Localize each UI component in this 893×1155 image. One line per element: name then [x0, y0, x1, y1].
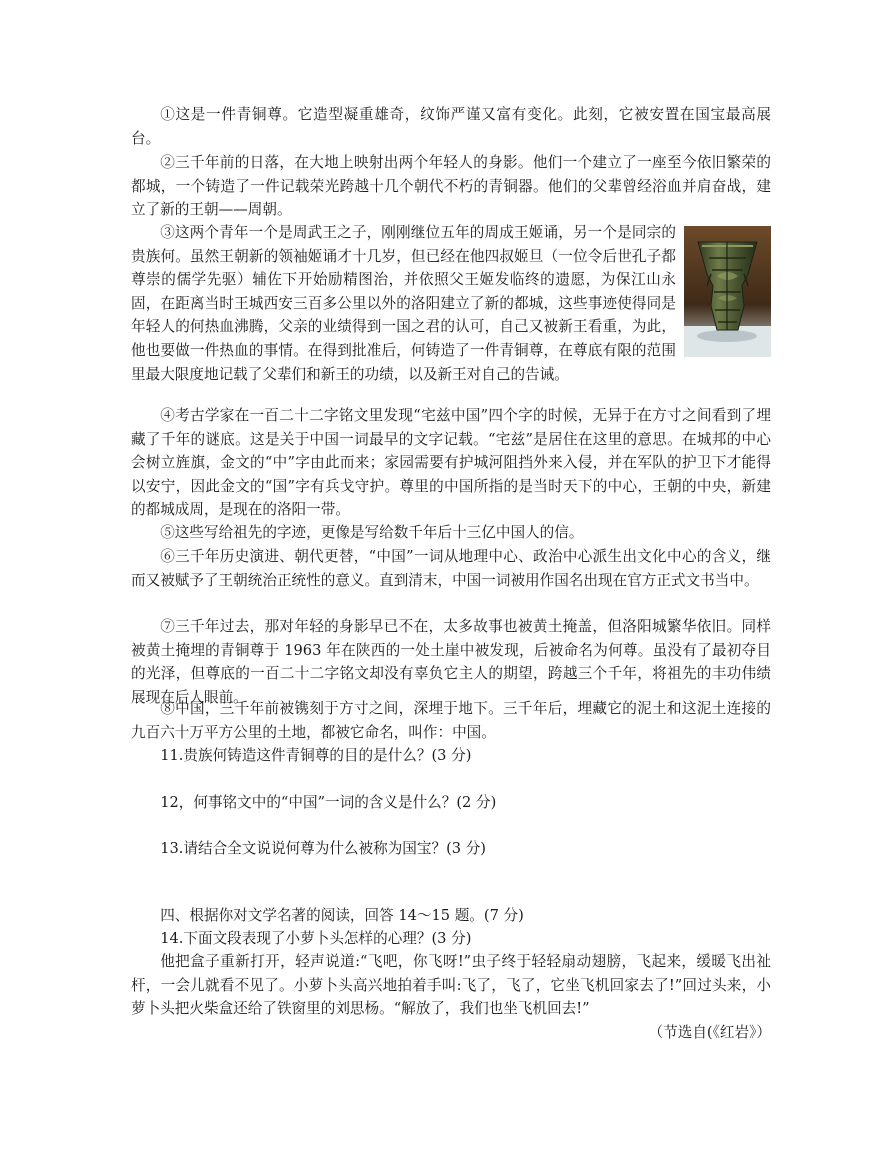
- question-12: 12，何事铭文中的“中国”一词的含义是什么？(2 分): [160, 794, 497, 811]
- question-13: 13.请结合全文说说何尊为什么被称为国宝？(3 分): [160, 840, 486, 857]
- section-4-heading: 四、根据你对文学名著的阅读，回答 14～15 题。(7 分): [160, 907, 524, 924]
- question-11: 11.贵族何铸造这件青铜尊的目的是什么？(3 分): [160, 747, 472, 764]
- paragraph-2: ②三千年前的日落，在大地上映射出两个年轻人的身影。他们一个建立了一座至今依旧繁荣的都城，一个铸造了一件记载荣光跨越十几个朝代不朽的青铜器。他们的父辈曾经浴血并肩奋战，建立了新的王朝——周朝。: [131, 154, 771, 219]
- paragraph-5: ⑤这些写给祖先的字迹，更像是写给数千年后十三亿中国人的信。: [160, 524, 584, 541]
- paragraph-6: ⑥三千年历史演进、朝代更替，“中国”一词从地理中心、政治中心派生出文化中心的含义，继而又被赋予了王朝统治正统性的意义。直到清末，中国一词被用作国名出现在官方正式文书当中。: [131, 548, 771, 589]
- paragraph-1: ①这是一件青铜尊。它造型凝重雄奇，纹饰严谨又富有变化。此刻，它被安置在国宝最高展台。: [131, 106, 771, 147]
- paragraph-8: ⑧中国，三千年前被镌刻于方寸之间，深埋于地下。三千年后，埋藏它的泥土和这泥土连接的九百六十万平方公里的土地，都被它命名，叫作：中国。: [131, 700, 771, 741]
- paragraph-3: ③这两个青年一个是周武王之子，刚刚继位五年的周成王姬诵，另一个是同宗的贵族何。虽然王朝新的领袖姬诵才十几岁，但已经在他四叔姬旦（一位令后世孔子都尊崇的儒学先驱）辅佐下开始励精图治，并依照父王姬发临终的遗愿，为保江山永固，在距离当时王城西安三百多公里以外的洛阳建立了新的都城，这些事迹使得同是年轻人的何热血沸腾，父亲的业绩得到一国之君的认可，自己又被新王看重，为此，他也要做一件热血的事情。在得到批准后，何铸造了一件青铜尊，在尊底有限的范围里最大限度地记载了父辈们和新王的功绩，以及新王对自己的告诫。: [131, 224, 676, 383]
- paragraph-7: ⑦三千年过去，那对年轻的身影早已不在，太多故事也被黄土掩盖，但洛阳城繁华依旧。同样被黄土掩埋的青铜尊于 1963 年在陕西的一处土崖中被发现，后被命名为何尊。虽没有了最初夺目的光泽，但尊底的一百二十二字铭文却没有辜负它主人的期望，跨越三个千年，将祖先的丰功伟绩展现在后人眼前。: [131, 618, 771, 706]
- bronze-zun-photo: [684, 226, 771, 357]
- novel-excerpt: 他把盒子重新打开，轻声说道:“飞吧，你飞呀!”虫子终于轻轻扇动翅膀，飞起来，缓暖飞出祉杆，一会儿就看不见了。小萝卜头高兴地拍着手叫:飞了，飞了，它坐飞机回家去了!”回过头来，小萝卜头把火柴盒还给了铁窗里的刘思杨。“解放了，我们也坐飞机回去!”: [131, 953, 771, 1018]
- excerpt-source: （节选自(《红岩》）: [648, 1024, 771, 1041]
- paragraph-4: ④考古学家在一百二十二字铭文里发现“宅兹中国”四个字的时候，无异于在方寸之间看到了埋藏了千年的谜底。这是关于中国一词最早的文字记载。“宅兹”是居住在这里的意思。在城邦的中心会树立旌旗，金文的“中”字由此而来；家园需要有护城河阻挡外来入侵，并在军队的护卫下才能得以安宁，因此金文的“国”字有兵戈守护。尊里的中国所指的是当时天下的中心，王朝的中央，新建的都城成周，是现在的洛阳一带。: [131, 407, 771, 519]
- question-14: 14.下面文段表现了小萝卜头怎样的心理？(3 分): [160, 930, 472, 947]
